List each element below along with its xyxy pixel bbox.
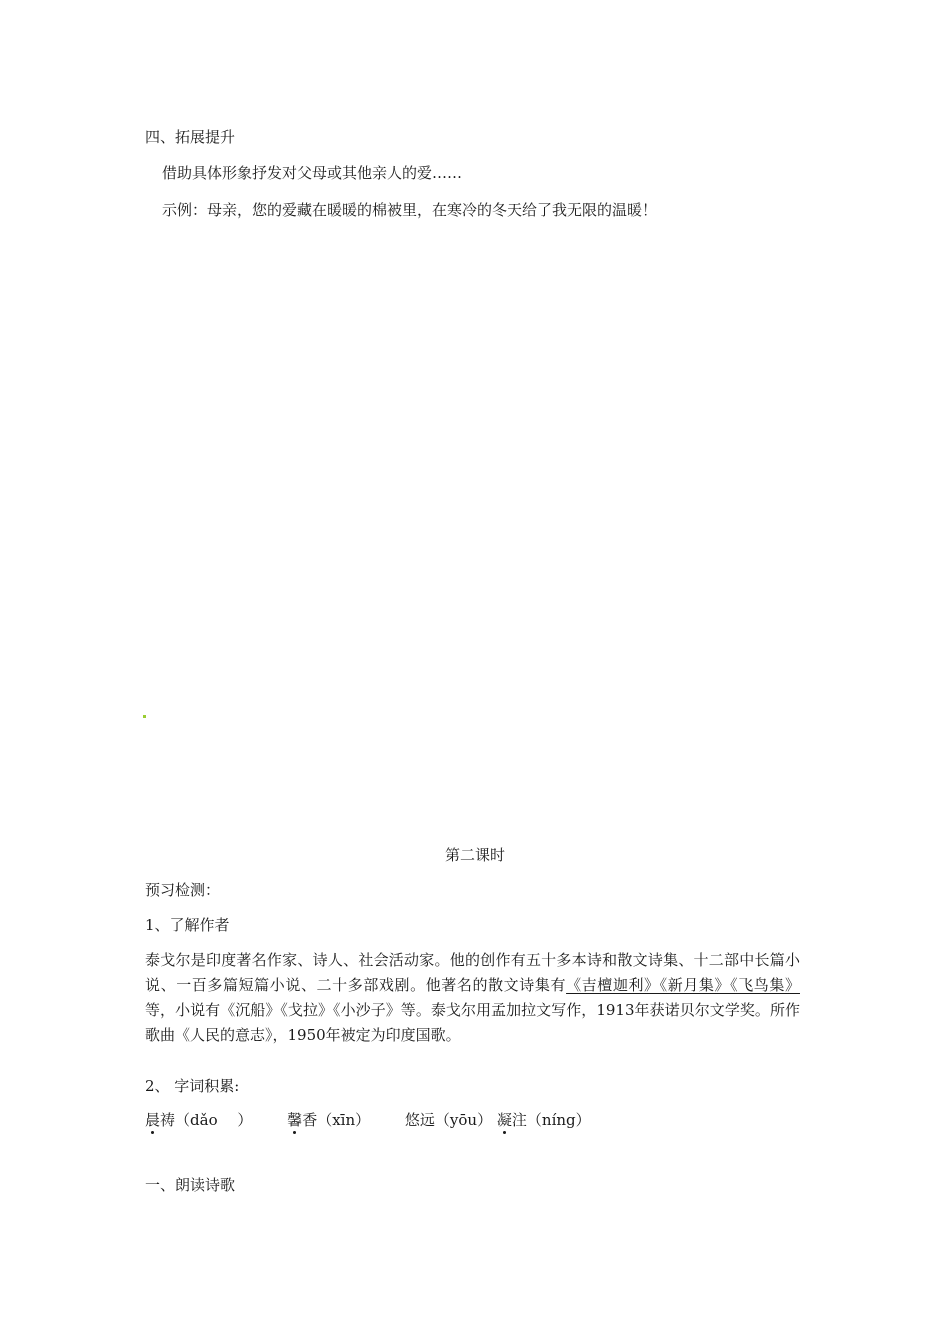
reading-heading: 一、朗读诗歌 [145, 1176, 236, 1194]
author-text-2: 等，小说有《沉船》《戈拉》《小沙子》等。泰戈尔用孟加拉文写作，1913年获诺贝尔文学奖。所作歌曲《人民的意志》，1950年被定为印度国歌。 [145, 1001, 800, 1044]
vocab-rest: 祷 [160, 1111, 176, 1129]
section4-heading: 四、拓展提升 [145, 128, 236, 146]
item2-heading: 2、 字词积累: [145, 1077, 240, 1095]
vocab-dotted-char: 晨 [145, 1111, 161, 1129]
book-titles-underlined: 《吉檀迦利》《新月集》《飞鸟集》 [566, 976, 800, 994]
stray-mark [143, 715, 146, 718]
section4-example: 示例：母亲，您的爱藏在暖暖的棉被里，在寒冷的冬天给了我无限的温暖！ [162, 201, 658, 219]
vocab-pinyin: （dǎo ） [175, 1111, 253, 1129]
vocab-rest: 悠远 [404, 1111, 435, 1129]
vocab-dotted-char: 馨 [287, 1111, 303, 1129]
vocab-pinyin: （yōu） [434, 1111, 493, 1129]
vocab-pinyin: （xīn） [317, 1111, 371, 1129]
vocab-item [405, 1111, 492, 1129]
vocab-item [145, 1111, 252, 1129]
vocab-rest: 香 [302, 1111, 318, 1129]
author-text-1: 泰戈尔是印度著名作家、诗人、社会活动家。他的创作有五十多本诗和散文诗集、十二部中长篇小说、一百多篇短篇小说、二十多部戏剧。他著名的散文诗集有 [145, 951, 800, 994]
vocab-rest: 注 [511, 1111, 527, 1129]
lesson-title: 第二课时 [444, 846, 505, 864]
vocab-dotted-char: 凝 [496, 1111, 512, 1129]
vocab-item [287, 1111, 370, 1129]
item1-heading: 1、了解作者 [145, 916, 230, 934]
preview-label: 预习检测： [145, 881, 221, 899]
vocab-line [145, 1110, 591, 1130]
author-paragraph [145, 948, 800, 1048]
vocab-item [497, 1111, 591, 1129]
vocab-pinyin: （níng） [526, 1111, 591, 1129]
section4-prompt: 借助具体形象抒发对父母或其他亲人的爱…… [162, 164, 463, 182]
